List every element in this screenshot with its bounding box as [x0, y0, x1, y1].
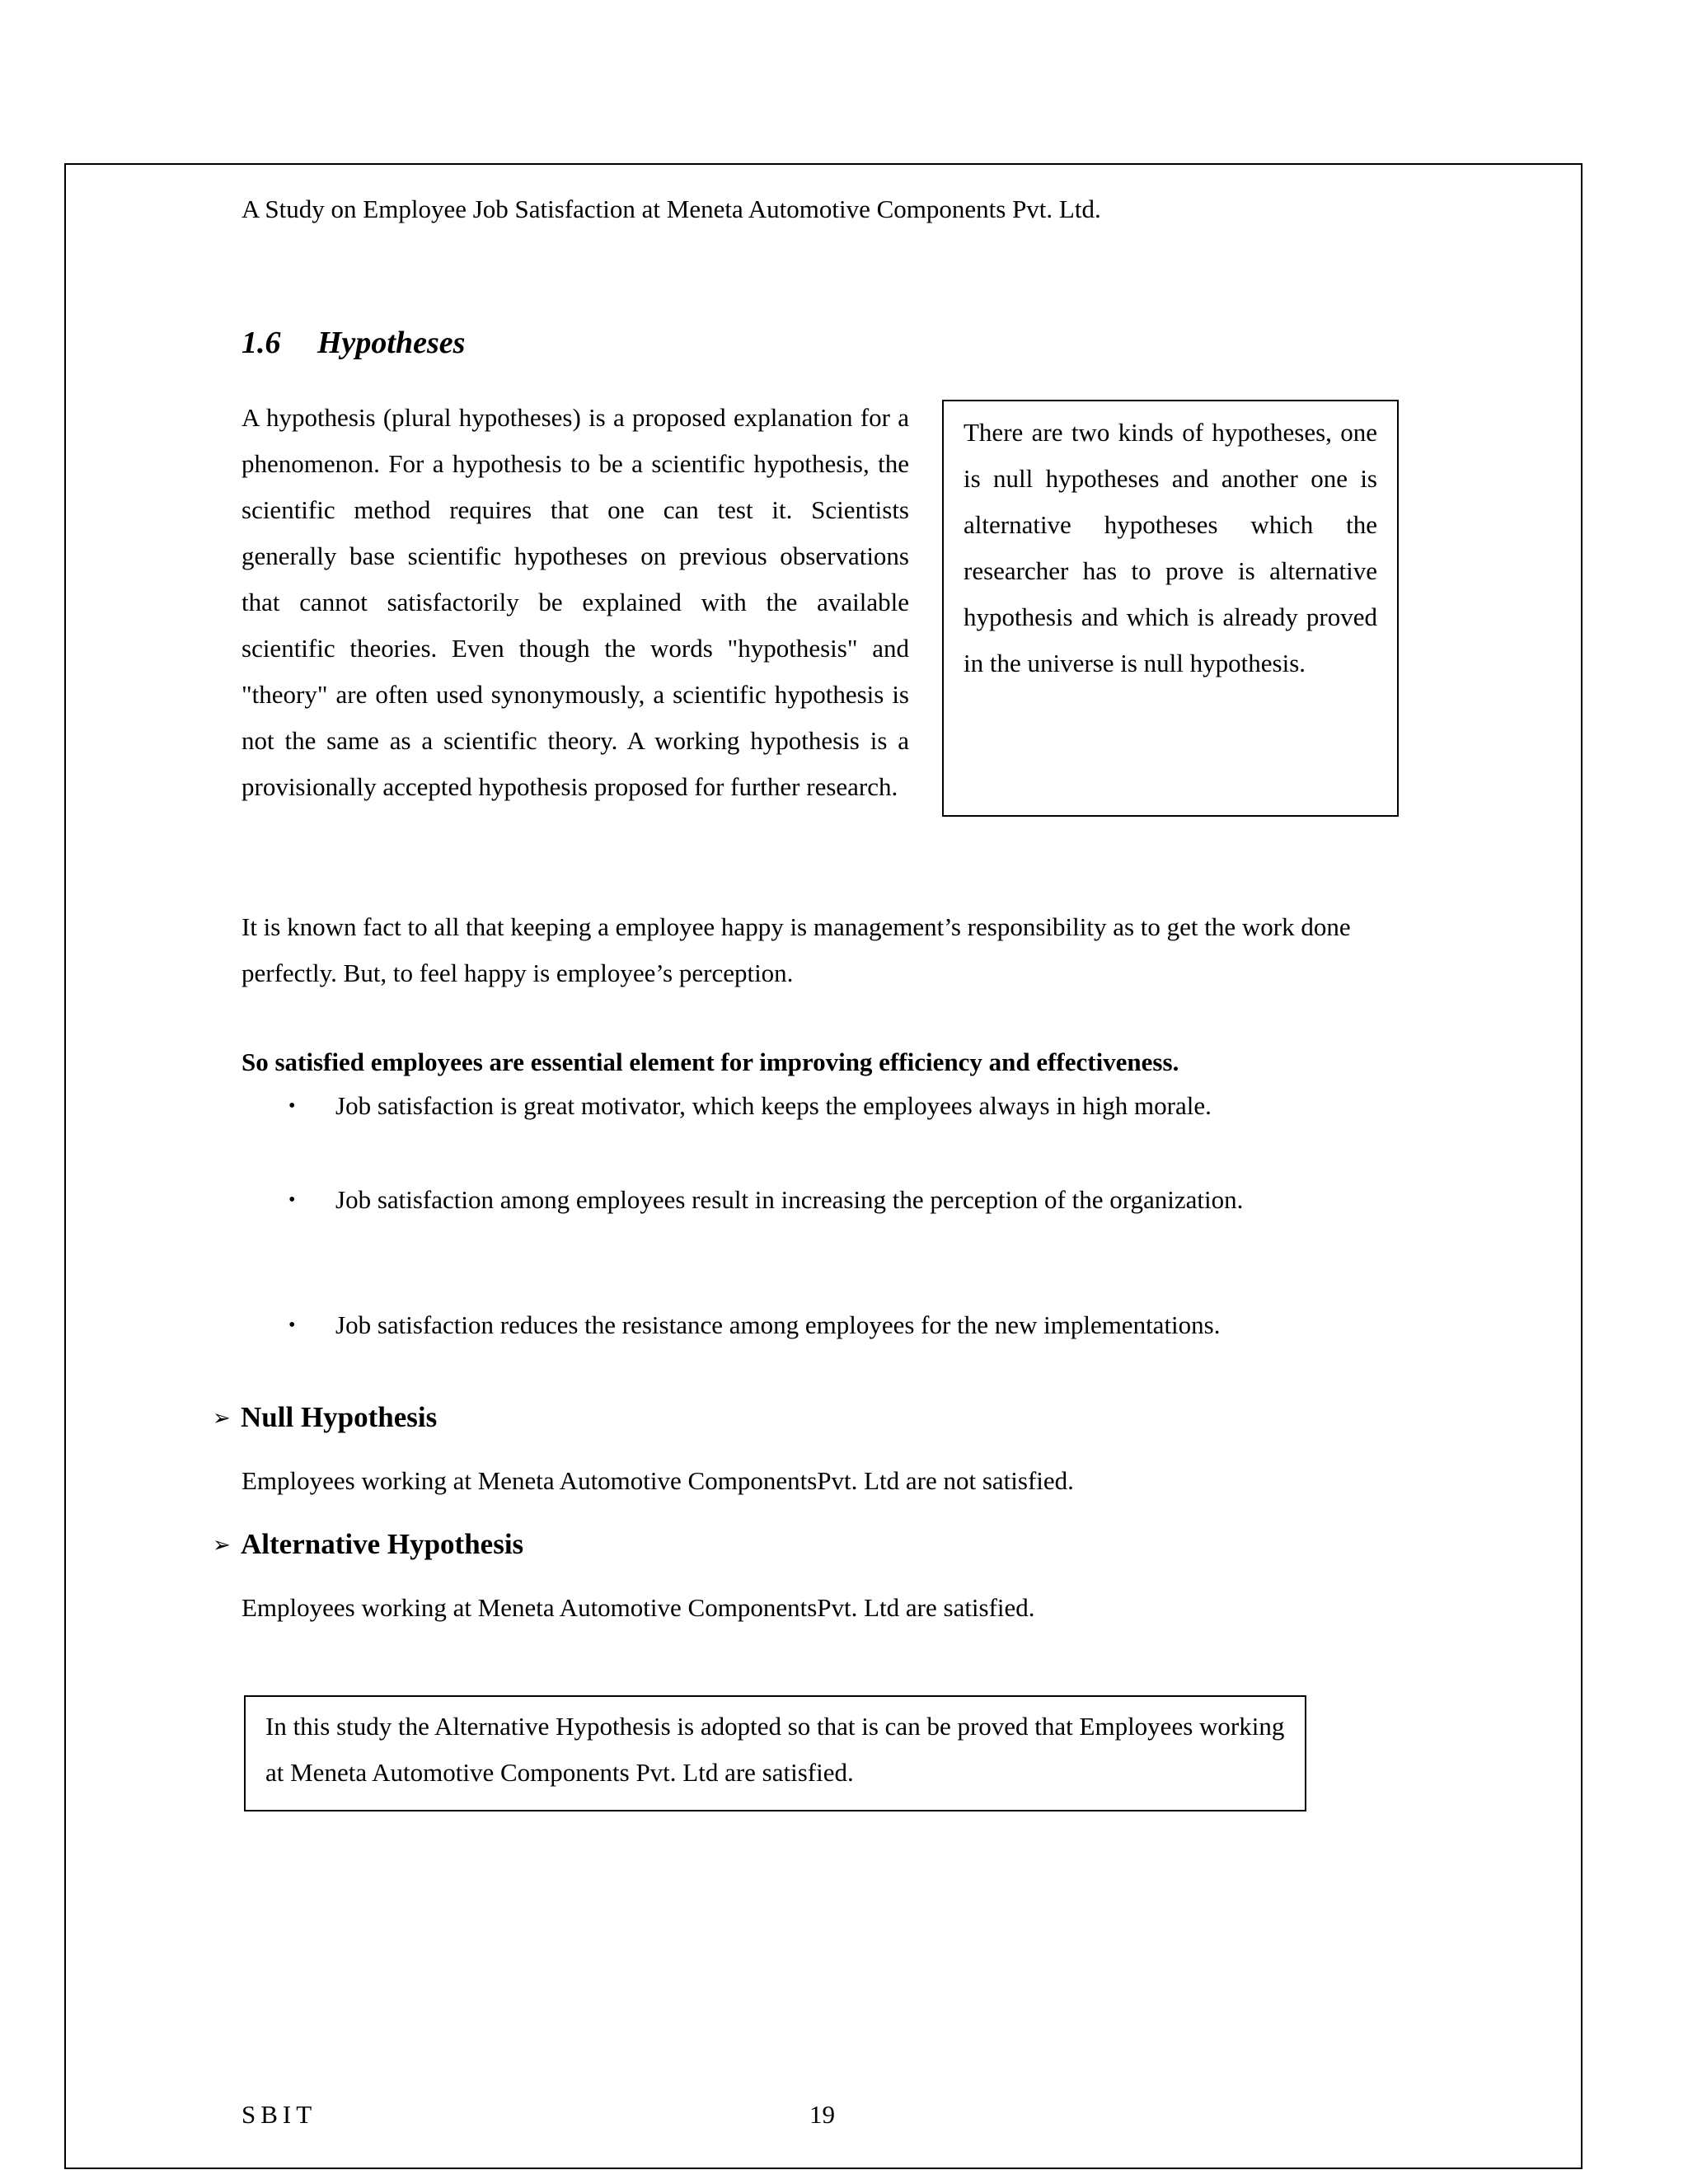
- hypotheses-kinds-box: There are two kinds of hypotheses, one is null hypotheses and another one is alternative hypotheses which the researcher has to prove is alternative hypothesis and which is already proved in the universe is null hypothesis.: [942, 400, 1399, 817]
- page-number: 19: [809, 2100, 835, 2129]
- bullet-text: Job satisfaction reduces the resistance among employees for the new implementations.: [335, 1310, 1221, 1339]
- null-hypothesis-heading: [213, 1401, 437, 1434]
- section-number: 1.6: [241, 326, 281, 360]
- arrow-bullet-icon: ➢: [213, 1406, 231, 1431]
- section-heading: [241, 325, 465, 361]
- fact-paragraph: It is known fact to all that keeping a employee happy is management’s responsibility as to get the work done perfectly. But, to feel happy is employee’s perception.: [241, 912, 1351, 987]
- alternative-hypothesis-title: Alternative Hypothesis: [241, 1528, 524, 1560]
- alternative-hypothesis-heading: [213, 1528, 523, 1561]
- conclusion-box: In this study the Alternative Hypothesis is adopted so that is can be proved that Employees working at Meneta Automotive Components Pvt. Ltd are satisfied.: [244, 1695, 1306, 1811]
- arrow-bullet-icon: ➢: [213, 1533, 231, 1558]
- running-header: A Study on Employee Job Satisfaction at Meneta Automotive Components Pvt. Ltd.: [241, 194, 1101, 223]
- footer-institution: SBIT: [241, 2100, 317, 2129]
- intro-paragraph: A hypothesis (plural hypotheses) is a proposed explanation for a phenomenon. For a hypothesis to be a scientific hypothesis, the scientific method requires that one can test it. Scientists generally base scientific hypotheses on previous observations that cannot satisfactorily be explained with the available scientific theories. Even though the words "hypothesis" and "theory" are often used synonymously, a scientific hypothesis is not the same as a scientific theory. A working hypothesis is a provisionally accepted hypothesis proposed for further research.: [241, 403, 909, 801]
- bullet-icon: •: [288, 1095, 296, 1117]
- section-title: Hypotheses: [317, 326, 466, 360]
- alternative-hypothesis-text: Employees working at Meneta Automotive ComponentsPvt. Ltd are satisfied.: [241, 1593, 1035, 1622]
- null-hypothesis-title: Null Hypothesis: [241, 1401, 438, 1433]
- null-hypothesis-text: Employees working at Meneta Automotive ComponentsPvt. Ltd are not satisfied.: [241, 1466, 1074, 1495]
- bullet-text: Job satisfaction is great motivator, which keeps the employees always in high morale.: [335, 1091, 1212, 1120]
- bullet-icon: •: [288, 1189, 296, 1211]
- bullet-text: Job satisfaction among employees result in increasing the perception of the organization.: [335, 1185, 1244, 1214]
- bullet-icon: •: [288, 1315, 296, 1336]
- bold-statement: So satisfied employees are essential element for improving efficiency and effectiveness.: [241, 1047, 1179, 1076]
